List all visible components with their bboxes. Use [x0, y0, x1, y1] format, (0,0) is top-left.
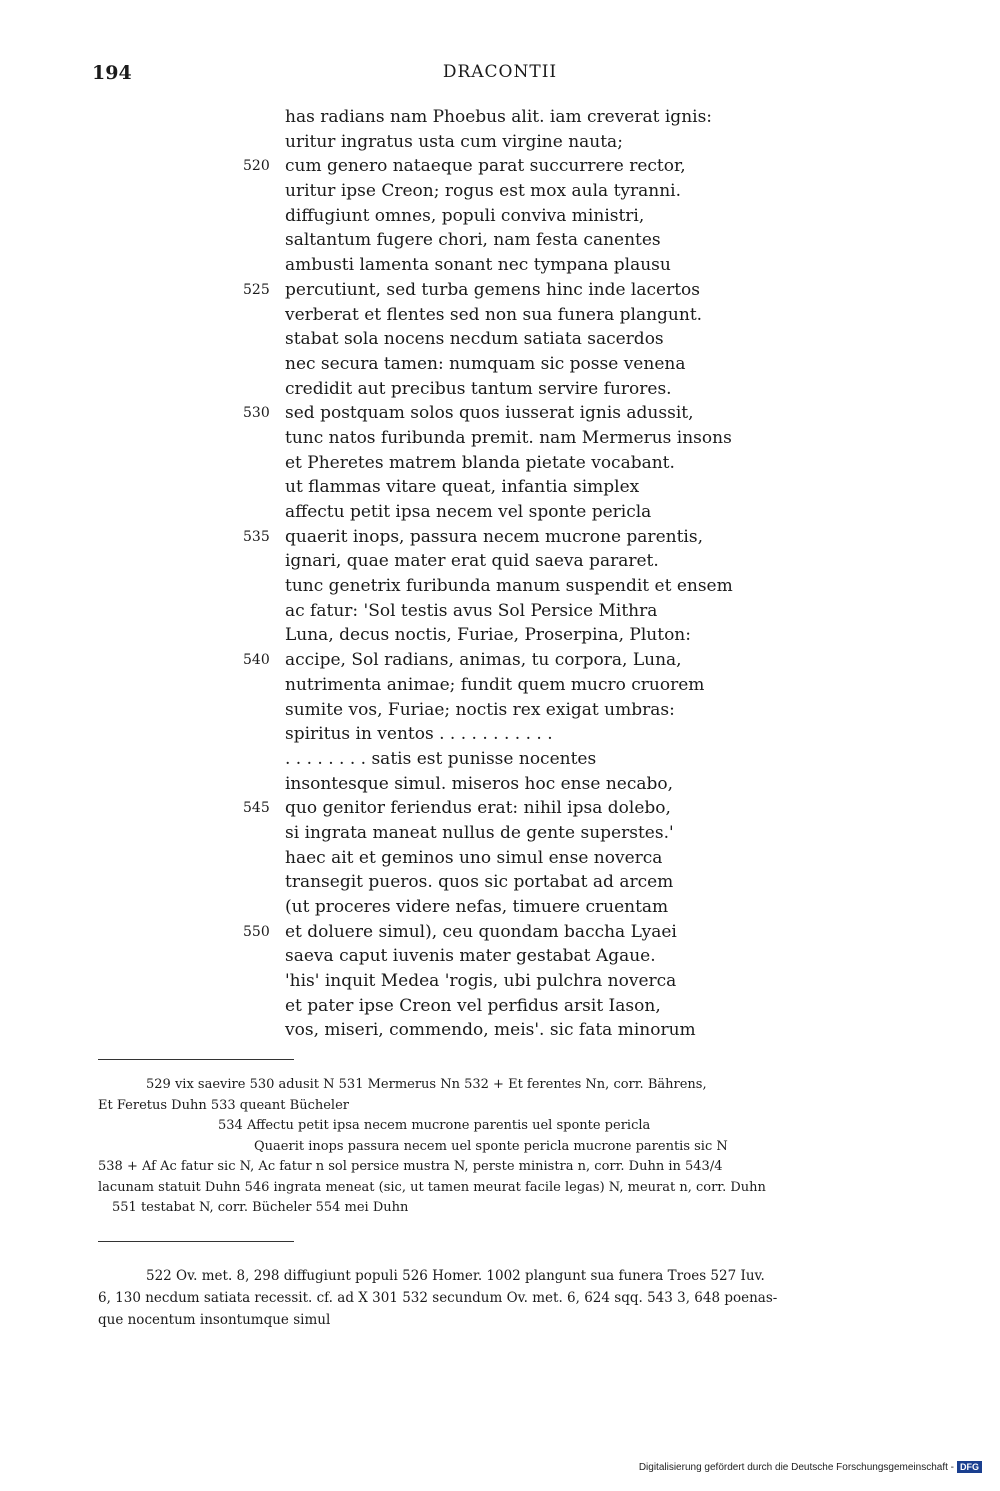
verse-text: et doluere simul), ceu quondam baccha Lyaei: [285, 921, 677, 942]
line-number: 520: [243, 158, 270, 175]
verse-line: [0, 870, 1000, 895]
verse-line: [0, 475, 1000, 500]
dfg-logo: DFG: [957, 1461, 982, 1473]
verse-line: [0, 303, 1000, 328]
verse-text: sumite vos, Furiae; noctis rex exigat umbras:: [285, 699, 675, 720]
verse-line: [0, 549, 1000, 574]
verse-text: tunc genetrix furibunda manum suspendit et ensem: [285, 576, 733, 597]
line-number: 540: [243, 652, 270, 669]
verse-line: [0, 352, 1000, 377]
verse-text: et Pheretes matrem blanda pietate vocabant.: [285, 452, 675, 473]
verse-line: [0, 204, 1000, 229]
verse-text: nec secura tamen: numquam sic posse venena: [285, 353, 686, 374]
verse-line: [0, 228, 1000, 253]
verse-text: spiritus in ventos . . . . . . . . . . .: [285, 724, 553, 745]
verse-text: si ingrata maneat nullus de gente superstes.': [285, 822, 674, 843]
verse-line: [0, 920, 1000, 945]
verse-line: [0, 698, 1000, 723]
verse-line: [0, 1018, 1000, 1043]
line-number: 535: [243, 528, 270, 545]
verse-text: affectu petit ipsa necem vel sponte pericla: [285, 502, 652, 522]
verse-text: vos, miseri, commendo, meis'. sic fata minorum: [285, 1020, 696, 1041]
verse-line: [0, 969, 1000, 994]
verse-line: [0, 179, 1000, 204]
verse-line: [0, 105, 1000, 130]
poem-text: [0, 105, 1000, 1043]
verse-text: diffugiunt omnes, populi conviva ministri,: [285, 205, 645, 226]
verse-text: has radians nam Phoebus alit. iam creverat ignis:: [285, 107, 713, 127]
fontes-notes: [98, 1265, 888, 1331]
apparatus-line: 551 testabat N, corr. Bücheler 554 mei Duhn: [112, 1200, 409, 1215]
verse-line: [0, 426, 1000, 451]
line-number: 525: [243, 281, 270, 298]
verse-text: uritur ingratus usta cum virgine nauta;: [285, 131, 623, 152]
verse-text: transegit pueros. quos sic portabat ad arcem: [285, 872, 674, 893]
verse-text: sed postquam solos quos iusserat ignis adussit,: [285, 403, 694, 424]
verse-text: ambusti lamenta sonant nec tympana plausu: [285, 255, 671, 276]
verse-line: [0, 895, 1000, 920]
verse-line: [0, 377, 1000, 402]
verse-line: [0, 648, 1000, 673]
verse-text: haec ait et geminos uno simul ense noverca: [285, 847, 663, 868]
apparatus-rule: [98, 1059, 294, 1060]
apparatus-line: 534 Affectu petit ipsa necem mucrone parentis uel sponte pericla: [218, 1118, 651, 1133]
verse-line: [0, 327, 1000, 352]
verse-line: [0, 772, 1000, 797]
verse-line: [0, 154, 1000, 179]
verse-line: [0, 599, 1000, 624]
verse-text: uritur ipse Creon; rogus est mox aula tyranni.: [285, 181, 682, 202]
fontes-rule: [98, 1241, 294, 1242]
footer-text: Digitalisierung gefördert durch die Deutsche Forschungsgemeinschaft -: [638, 1462, 954, 1473]
apparatus-line: lacunam statuit Duhn 546 ingrata meneat (sic, ut tamen meurat facile legas) N, meurat n, corr. Duhn: [98, 1179, 766, 1195]
page-header: [0, 62, 1000, 92]
verse-text: percutiunt, sed turba gemens hinc inde lacertos: [285, 279, 701, 300]
fontes-line: 522 Ov. met. 8, 298 diffugiunt populi 526 Homer. 1002 plangunt sua funera Troes 527 Iuv.: [146, 1268, 765, 1284]
verse-line: [0, 722, 1000, 747]
verse-text: insontesque simul. miseros hoc ense necabo,: [285, 773, 674, 794]
verse-line: [0, 747, 1000, 772]
verse-line: [0, 821, 1000, 846]
running-title: DRACONTII: [442, 62, 558, 82]
verse-text: saeva caput iuvenis mater gestabat Agaue.: [285, 946, 656, 967]
verse-line: [0, 525, 1000, 550]
verse-line: [0, 994, 1000, 1019]
verse-text: 'his' inquit Medea 'rogis, ubi pulchra noverca: [285, 971, 677, 992]
verse-text: quo genitor feriendus erat: nihil ipsa dolebo,: [285, 798, 671, 819]
apparatus-line: 529 vix saevire 530 adusit N 531 Mermerus Nn 532 + Et ferentes Nn, corr. Bährens,: [146, 1077, 707, 1092]
verse-text: Luna, decus noctis, Furiae, Proserpina, Pluton:: [285, 625, 691, 646]
verse-line: [0, 944, 1000, 969]
line-number: 550: [243, 923, 270, 940]
verse-text: cum genero nataeque parat succurrere rector,: [285, 156, 686, 177]
verse-text: credidit aut precibus tantum servire furores.: [285, 378, 672, 399]
verse-text: quaerit inops, passura necem mucrone parentis,: [285, 526, 703, 547]
verse-text: ut flammas vitare queat, infantia simplex: [285, 477, 640, 498]
page-number: 194: [92, 62, 132, 84]
line-number: 545: [243, 800, 270, 817]
verse-text: nutrimenta animae; fundit quem mucro cruorem: [285, 674, 705, 695]
verse-text: saltantum fugere chori, nam festa canentes: [285, 230, 661, 251]
verse-line: [0, 278, 1000, 303]
verse-line: [0, 623, 1000, 648]
verse-text: . . . . . . . . satis est punisse nocentes: [285, 748, 597, 769]
verse-text: accipe, Sol radians, animas, tu corpora, Luna,: [285, 650, 682, 671]
verse-text: ignari, quae mater erat quid saeva pararet.: [285, 551, 659, 572]
verse-text: verberat et flentes sed non sua funera plangunt.: [285, 304, 703, 325]
verse-line: [0, 574, 1000, 599]
verse-text: (ut proceres videre nefas, timuere cruentam: [285, 897, 669, 917]
fontes-line: 6, 130 necdum satiata recessit. cf. ad X 301 532 secundum Ov. met. 6, 624 sqq. 543 3, 648 poenas-: [98, 1290, 778, 1306]
verse-line: [0, 130, 1000, 155]
verse-text: tunc natos furibunda premit. nam Mermerus insons: [285, 427, 732, 448]
apparatus-line: Quaerit inops passura necem uel sponte pericla mucrone parentis sic N: [254, 1138, 728, 1154]
verse-line: [0, 401, 1000, 426]
apparatus-line: Et Feretus Duhn 533 queant Bücheler: [98, 1097, 349, 1113]
verse-line: [0, 846, 1000, 871]
critical-apparatus: [98, 1075, 888, 1219]
verse-text: ac fatur: 'Sol testis avus Sol Persice Mithra: [285, 600, 658, 621]
verse-line: [0, 673, 1000, 698]
verse-line: [0, 500, 1000, 525]
digitization-footer: [639, 1461, 982, 1473]
verse-line: [0, 451, 1000, 476]
verse-text: stabat sola nocens necdum satiata sacerdos: [285, 329, 664, 350]
fontes-line: que nocentum insontumque simul: [98, 1312, 331, 1328]
verse-line: [0, 796, 1000, 821]
line-number: 530: [243, 405, 270, 422]
verse-text: et pater ipse Creon vel perfidus arsit Iason,: [285, 995, 661, 1016]
verse-line: [0, 253, 1000, 278]
apparatus-line: 538 + Af Ac fatur sic N, Ac fatur n sol persice mustra N, perste ministra n, corr. Duhn in 543/4: [98, 1159, 723, 1174]
